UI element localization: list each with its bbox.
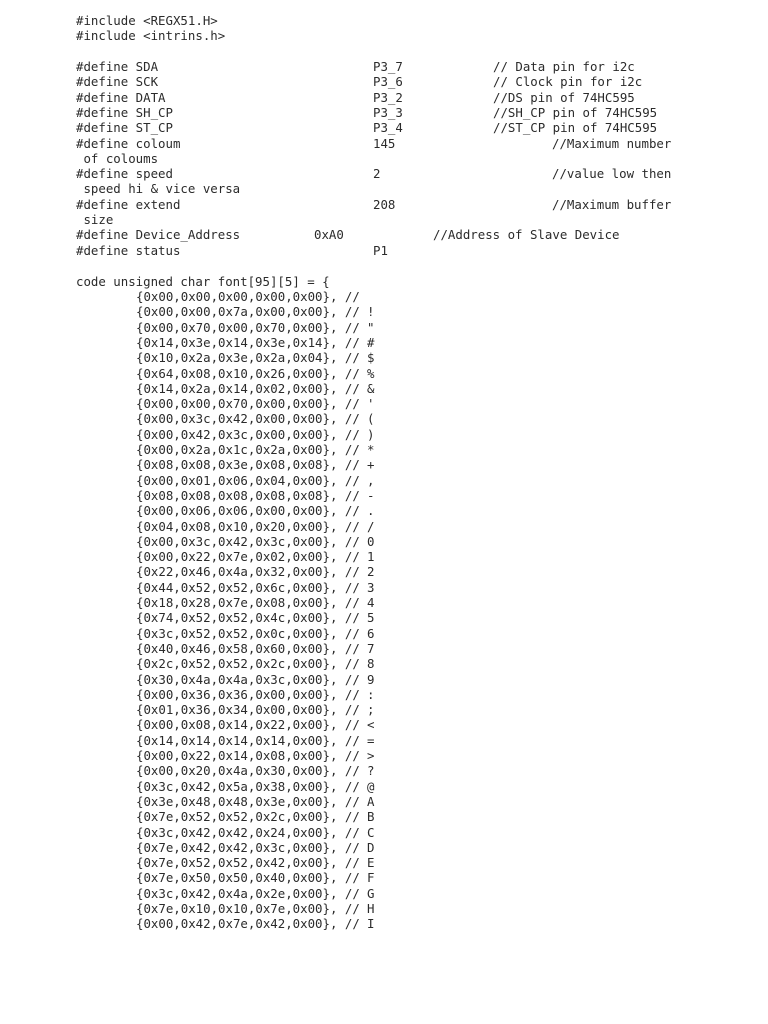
font-row-char: A	[367, 793, 375, 809]
font-row-char: 0	[367, 533, 375, 549]
define-comment: //Maximum number	[552, 135, 672, 151]
font-row-bytes: {0x00,0x42,0x7e,0x42,0x00}, //	[136, 916, 360, 932]
font-row-char: 1	[367, 549, 375, 565]
font-row-char: >	[367, 748, 375, 763]
font-row-bytes: {0x3c,0x42,0x42,0x24,0x00}, //	[136, 824, 360, 840]
define-name: #define coloum	[76, 135, 181, 151]
font-row-bytes: {0x00,0x22,0x7e,0x02,0x00}, //	[136, 549, 360, 565]
define-value: 2	[373, 166, 381, 182]
include-line: #include <intrins.h>	[76, 28, 226, 43]
font-row-bytes: {0x3c,0x52,0x52,0x0c,0x00}, //	[136, 625, 360, 641]
font-row-char: -	[367, 487, 375, 503]
font-row-bytes: {0x2c,0x52,0x52,0x2c,0x00}, //	[136, 656, 360, 672]
font-row-bytes: {0x64,0x08,0x10,0x26,0x00}, //	[136, 365, 360, 381]
define-name: #define ST_CP	[76, 120, 173, 136]
font-row-bytes: {0x00,0x2a,0x1c,0x2a,0x00}, //	[136, 442, 360, 457]
font-row-char: ;	[367, 702, 375, 718]
define-value: P3_2	[373, 89, 403, 105]
font-row-bytes: {0x3e,0x48,0x48,0x3e,0x00}, //	[136, 793, 360, 809]
font-row-char: 6	[367, 625, 375, 641]
font-row-bytes: {0x00,0x00,0x7a,0x00,0x00}, //	[136, 304, 360, 320]
font-row-bytes: {0x08,0x08,0x08,0x08,0x08}, //	[136, 487, 360, 503]
font-row-char: 4	[367, 595, 375, 610]
font-row-char: D	[367, 839, 375, 855]
font-row-char: C	[367, 824, 375, 840]
font-row-bytes: {0x00,0x06,0x06,0x00,0x00}, //	[136, 503, 360, 519]
font-row-bytes: {0x00,0x3c,0x42,0x3c,0x00}, //	[136, 533, 360, 549]
define-comment: //Address of Slave Device	[433, 227, 620, 243]
font-row-char: ,	[367, 472, 375, 488]
define-value: P3_6	[373, 74, 403, 90]
font-row-char: :	[367, 686, 375, 702]
define-comment: //value low then	[552, 166, 672, 182]
font-row-bytes: {0x7e,0x52,0x52,0x2c,0x00}, //	[136, 809, 360, 825]
define-name: #define DATA	[76, 89, 166, 105]
font-row-char: <	[367, 717, 375, 733]
font-row-char: =	[367, 732, 375, 748]
font-row-char: F	[367, 870, 375, 886]
define-name: #define SH_CP	[76, 104, 173, 120]
define-name: #define speed	[76, 166, 173, 182]
font-row-bytes: {0x00,0x08,0x14,0x22,0x00}, //	[136, 717, 360, 733]
font-row-bytes: {0x00,0x20,0x4a,0x30,0x00}, //	[136, 763, 360, 779]
font-row-bytes: {0x00,0x36,0x36,0x00,0x00}, //	[136, 686, 360, 702]
font-row-char: 3	[367, 579, 375, 595]
font-row-char: B	[367, 809, 375, 825]
define-value: P1	[373, 242, 388, 258]
font-row-bytes: {0x74,0x52,0x52,0x4c,0x00}, //	[136, 610, 360, 626]
font-row-char: 8	[367, 656, 375, 672]
font-row-bytes: {0x00,0x01,0x06,0x04,0x00}, //	[136, 472, 360, 488]
font-row-bytes: {0x14,0x3e,0x14,0x3e,0x14}, //	[136, 334, 360, 350]
font-row-bytes: {0x00,0x22,0x14,0x08,0x00}, //	[136, 748, 360, 763]
font-row-bytes: {0x7e,0x42,0x42,0x3c,0x00}, //	[136, 839, 360, 855]
define-value: P3_4	[373, 120, 403, 136]
define-value: 0xA0	[314, 227, 344, 243]
font-row-char: &	[367, 380, 375, 396]
define-name: #define SCK	[76, 74, 159, 90]
font-row-bytes: {0x00,0x3c,0x42,0x00,0x00}, //	[136, 411, 360, 427]
font-row-char: )	[367, 426, 375, 442]
font-row-bytes: {0x7e,0x52,0x52,0x42,0x00}, //	[136, 855, 360, 871]
font-row-char: "	[367, 319, 375, 335]
font-row-bytes: {0x7e,0x50,0x50,0x40,0x00}, //	[136, 870, 360, 886]
font-row-bytes: {0x40,0x46,0x58,0x60,0x00}, //	[136, 640, 360, 656]
font-row-char: +	[367, 457, 375, 473]
define-value: 208	[373, 196, 396, 212]
define-name: #define extend	[76, 196, 181, 212]
font-row-bytes: {0x7e,0x10,0x10,0x7e,0x00}, //	[136, 901, 360, 916]
font-row-bytes: {0x04,0x08,0x10,0x20,0x00}, //	[136, 518, 360, 534]
font-row-char: I	[367, 916, 375, 932]
define-comment-continuation: size	[76, 212, 114, 227]
font-row-char: 2	[367, 564, 375, 580]
font-row-char: $	[367, 350, 375, 366]
font-row-char: 9	[367, 671, 375, 687]
array-declaration: code unsigned char font[95][5] = {	[76, 274, 330, 289]
font-row-bytes: {0x00,0x00,0x70,0x00,0x00}, //	[136, 396, 360, 412]
font-row-bytes: {0x3c,0x42,0x5a,0x38,0x00}, //	[136, 778, 360, 794]
font-row-char: 5	[367, 610, 375, 626]
define-name: #define SDA	[76, 59, 159, 74]
define-comment: //DS pin of 74HC595	[493, 89, 635, 105]
include-line: #include <REGX51.H>	[76, 13, 218, 28]
font-row-bytes: {0x44,0x52,0x52,0x6c,0x00}, //	[136, 579, 360, 595]
font-row-bytes: {0x00,0x00,0x00,0x00,0x00}, //	[136, 289, 360, 304]
define-comment: // Clock pin for i2c	[493, 74, 643, 90]
define-comment-continuation: of coloums	[76, 150, 159, 166]
define-comment-continuation: speed hi & vice versa	[76, 181, 241, 197]
font-row-char: E	[367, 855, 375, 871]
define-comment: //ST_CP pin of 74HC595	[493, 120, 658, 136]
define-name: #define Device_Address	[76, 227, 241, 243]
font-row-bytes: {0x00,0x70,0x00,0x70,0x00}, //	[136, 319, 360, 335]
define-value: 145	[373, 135, 396, 151]
font-row-char: @	[367, 778, 375, 794]
font-row-bytes: {0x18,0x28,0x7e,0x08,0x00}, //	[136, 595, 360, 610]
font-row-char: '	[367, 396, 375, 412]
font-row-char: %	[367, 365, 375, 381]
font-row-char: .	[367, 503, 375, 519]
font-row-bytes: {0x08,0x08,0x3e,0x08,0x08}, //	[136, 457, 360, 473]
define-comment: //Maximum buffer	[552, 196, 672, 212]
font-row-char: 7	[367, 640, 375, 656]
font-row-bytes: {0x30,0x4a,0x4a,0x3c,0x00}, //	[136, 671, 360, 687]
font-row-bytes: {0x14,0x2a,0x14,0x02,0x00}, //	[136, 380, 360, 396]
define-comment: // Data pin for i2c	[493, 59, 635, 74]
font-row-bytes: {0x14,0x14,0x14,0x14,0x00}, //	[136, 732, 360, 748]
font-row-char: ?	[367, 763, 375, 779]
define-value: P3_3	[373, 104, 403, 120]
define-value: P3_7	[373, 59, 403, 74]
font-row-char: H	[367, 901, 375, 916]
font-row-char: /	[367, 518, 375, 534]
font-row-bytes: {0x22,0x46,0x4a,0x32,0x00}, //	[136, 564, 360, 580]
font-row-bytes: {0x10,0x2a,0x3e,0x2a,0x04}, //	[136, 350, 360, 366]
define-comment: //SH_CP pin of 74HC595	[493, 104, 658, 120]
font-row-bytes: {0x3c,0x42,0x4a,0x2e,0x00}, //	[136, 885, 360, 901]
define-name: #define status	[76, 242, 181, 258]
font-row-char: !	[367, 304, 375, 320]
font-row-bytes: {0x01,0x36,0x34,0x00,0x00}, //	[136, 702, 360, 718]
font-row-bytes: {0x00,0x42,0x3c,0x00,0x00}, //	[136, 426, 360, 442]
font-row-char: #	[367, 334, 375, 350]
font-row-char: G	[367, 885, 375, 901]
font-row-char: *	[367, 442, 375, 457]
font-row-char: (	[367, 411, 375, 427]
